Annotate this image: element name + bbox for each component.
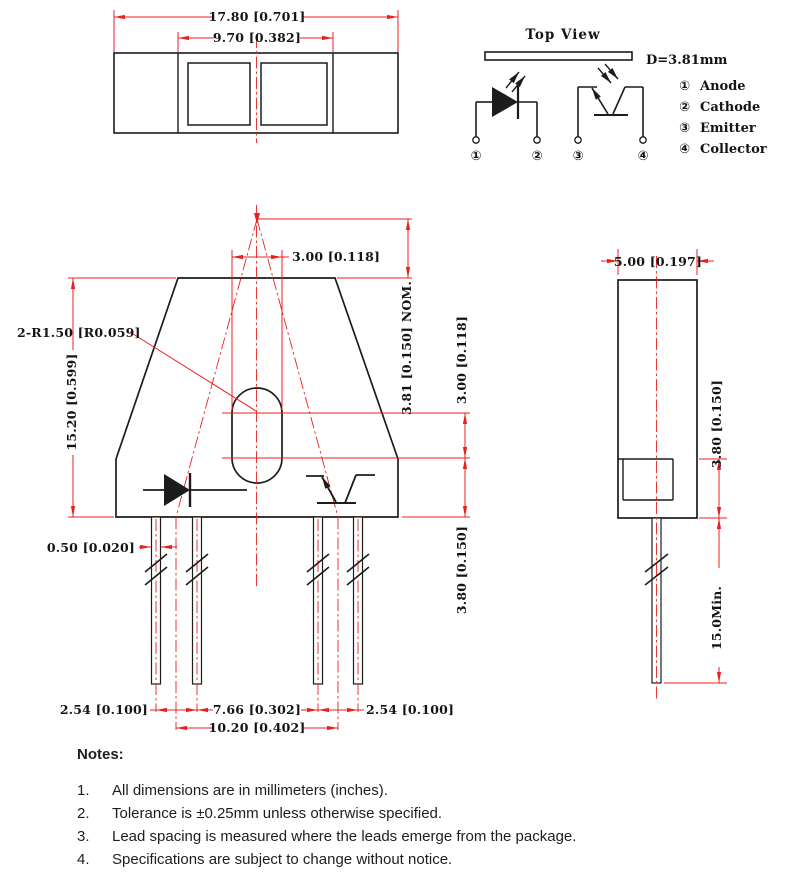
pin-1-number: ①	[470, 149, 482, 164]
dim-pitch-left: 2.54 [0.100]	[59, 702, 148, 717]
pin-2-number: ②	[531, 149, 543, 164]
note-number: 2.	[77, 805, 90, 822]
phototransistor-symbol	[578, 87, 643, 137]
note-item-2	[77, 805, 737, 822]
dim-lead-width: 0.50 [0.020]	[46, 540, 135, 555]
note-item-3	[77, 828, 737, 845]
dim-overall-width: 17.80 [0.701]	[208, 9, 306, 24]
pin-terminals	[473, 137, 646, 143]
dim-optical-span: 10.20 [0.402]	[208, 720, 306, 735]
dim-body-height: 15.20 [0.599]	[64, 353, 79, 451]
pin-legend	[679, 79, 767, 157]
front-view	[17, 205, 470, 735]
note-text: All dimensions are in millimeters (inches).	[112, 782, 388, 799]
note-text: Tolerance is ±0.25mm unless otherwise specified.	[112, 805, 443, 822]
received-light-arrows-icon	[598, 64, 618, 83]
dim-slot-width: 3.00 [0.118]	[292, 249, 381, 264]
legend-4-label: Collector	[700, 142, 767, 157]
schematic-top-view	[470, 27, 766, 164]
emitted-light-arrows-icon	[506, 72, 525, 92]
note-text: Lead spacing is measured where the leads emerge from the package.	[112, 828, 577, 845]
dim-apex-to-top: 3.81 [0.150] NOM.	[399, 280, 414, 416]
legend-2-label: Cathode	[700, 100, 761, 115]
dim-slot-radius: 2-R1.50 [R0.059]	[17, 325, 141, 340]
note-number: 1.	[77, 782, 90, 799]
schematic-title: Top View	[525, 27, 601, 43]
emitter-window	[188, 63, 250, 125]
dim-step-to-base: 3.80 [0.150]	[454, 525, 469, 615]
note-text: Specifications are subject to change without notice.	[112, 851, 453, 868]
note-item-4	[77, 851, 737, 868]
side-view	[601, 249, 727, 700]
mounting-slot	[232, 388, 282, 483]
dim-depth: 5.00 [0.197]	[613, 254, 703, 269]
legend-1-label: Anode	[700, 79, 746, 94]
dim-window-width: 9.70 [0.382]	[212, 30, 302, 45]
package-top-view	[114, 9, 398, 143]
gap-distance-label: D=3.81mm	[646, 53, 728, 68]
legend-3-num: ③	[679, 121, 691, 136]
lead-break-marks	[145, 554, 369, 585]
legend-2-num: ②	[679, 100, 691, 115]
note-number: 4.	[77, 851, 90, 868]
dim-side-step-to-base: 3.80 [0.150]	[709, 379, 724, 469]
pin-3-number: ③	[572, 149, 584, 164]
note-item-1	[77, 782, 737, 799]
dim-pitch-inner: 7.66 [0.302]	[212, 702, 302, 717]
led-symbol	[476, 85, 537, 137]
side-body-outline	[618, 280, 697, 518]
dim-lead-length-min: 15.0Min.	[709, 585, 724, 651]
notes-title: Notes:	[77, 746, 124, 763]
detector-window	[261, 63, 327, 125]
legend-1-num: ①	[679, 79, 691, 94]
note-number: 3.	[77, 828, 90, 845]
notes-section	[77, 746, 737, 874]
legend-3-label: Emitter	[700, 121, 756, 136]
dim-pitch-right: 2.54 [0.100]	[366, 702, 455, 717]
dim-slot-to-step: 3.00 [0.118]	[454, 315, 469, 405]
legend-4-num: ④	[679, 142, 691, 157]
reflective-target-bar	[485, 52, 632, 60]
package-top-outline	[114, 53, 398, 133]
leads	[152, 517, 363, 684]
pin-4-number: ④	[637, 149, 649, 164]
